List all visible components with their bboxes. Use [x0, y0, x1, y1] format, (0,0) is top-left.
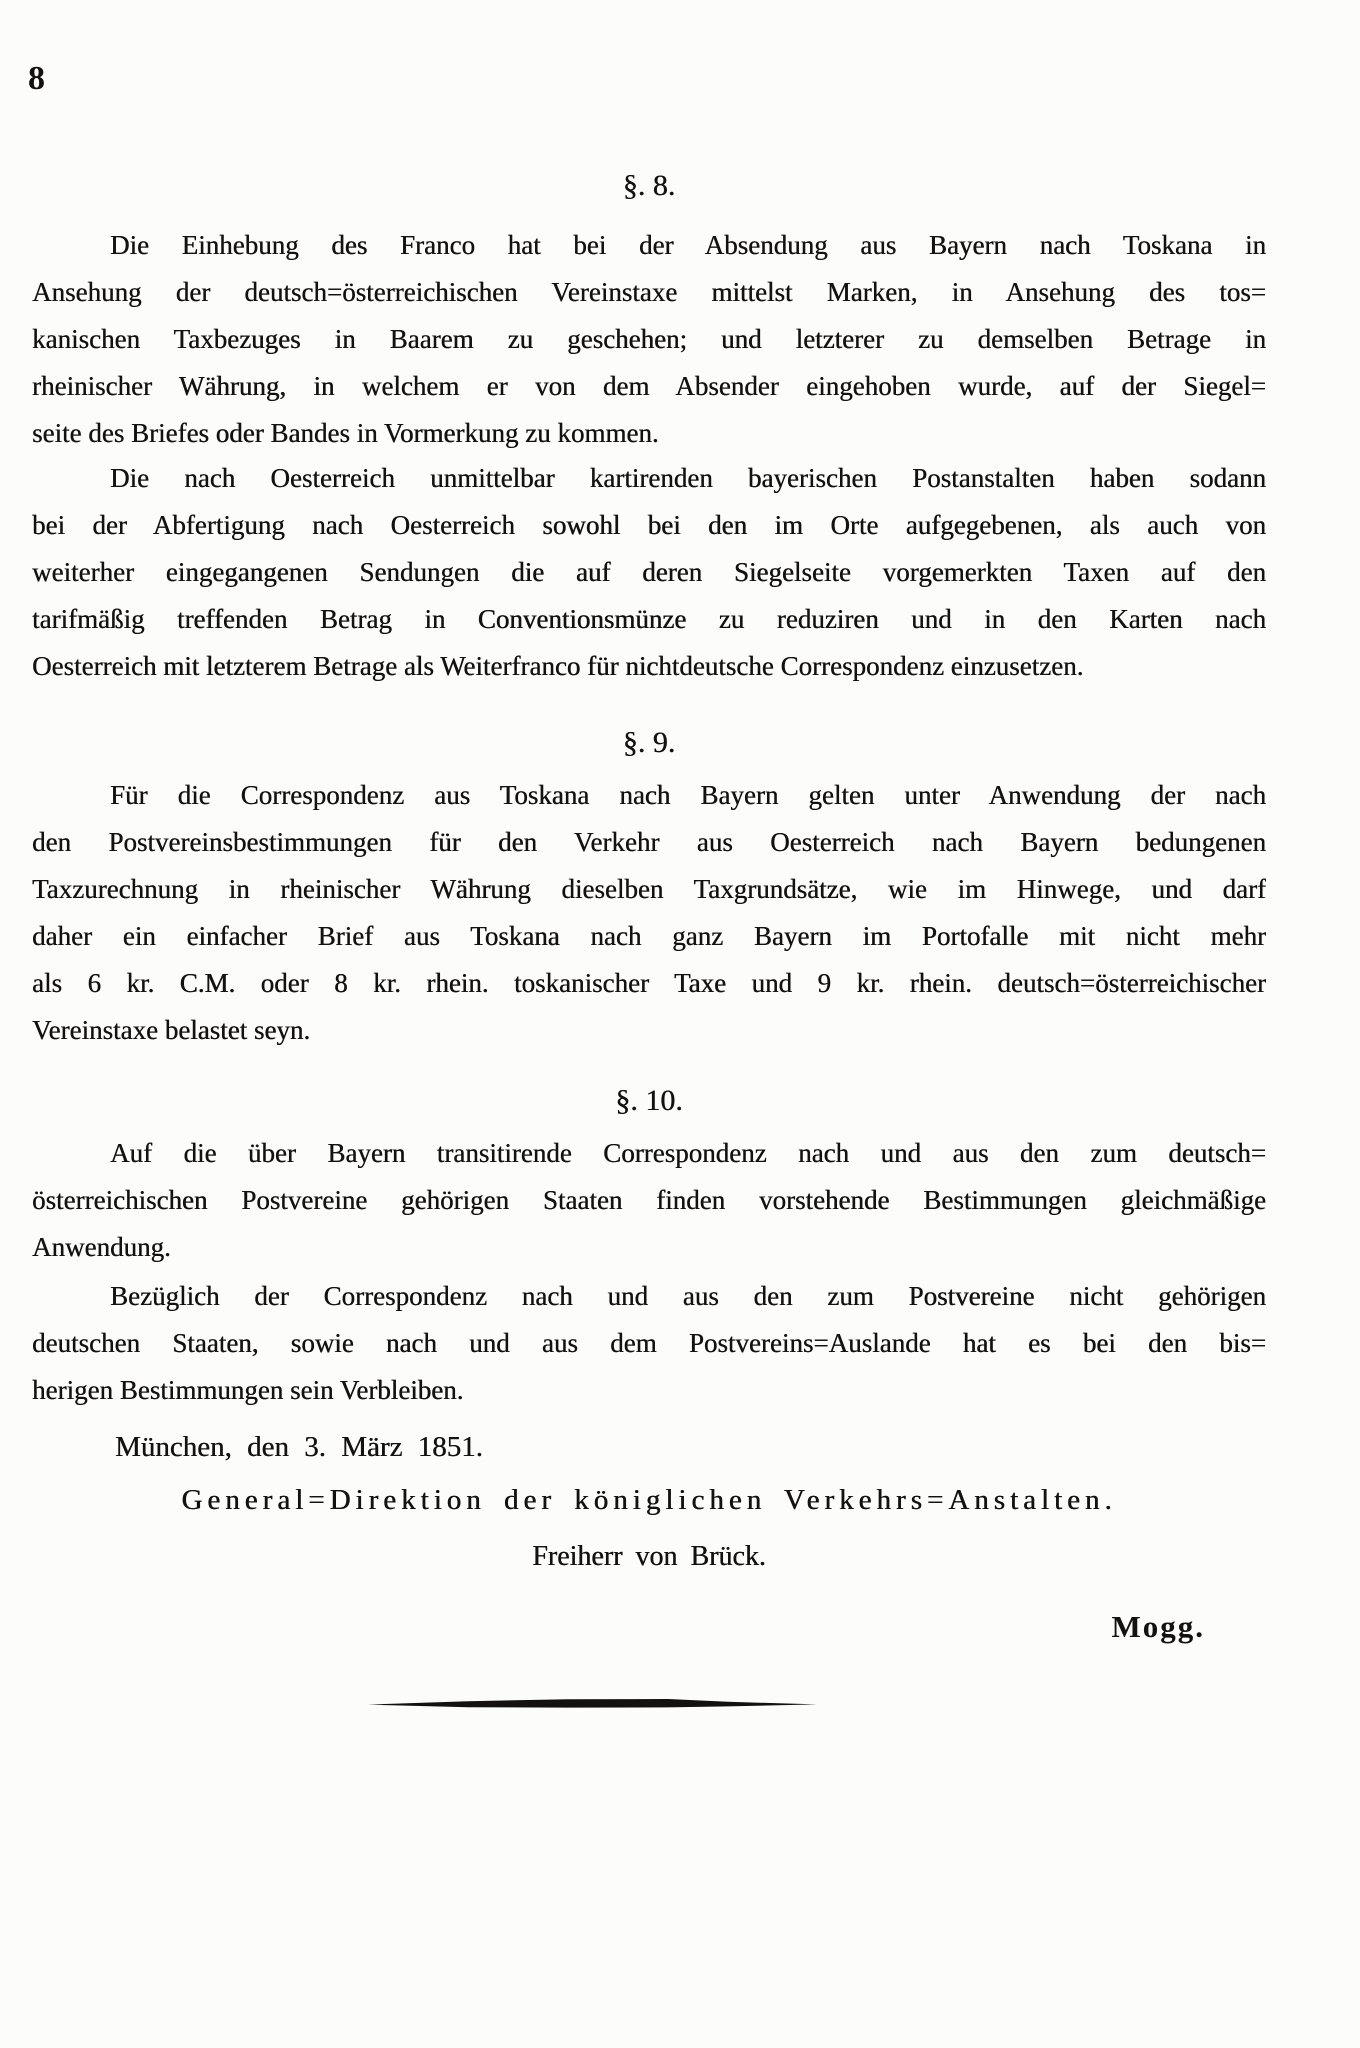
swelled-rule-graphic	[368, 1695, 818, 1711]
text-line: bei der Abfertigung nach Oesterreich sowohl bei den im Orte aufgegebenen, als auch von	[32, 510, 1266, 540]
text-line: kanischen Taxbezuges in Baarem zu geschehen; und letzterer zu demselben Betrage in	[32, 324, 1266, 354]
text-line: Für die Correspondenz aus Toskana nach Bayern gelten unter Anwendung der nach	[110, 780, 1266, 810]
text-line: Die nach Oesterreich unmittelbar kartirenden bayerischen Postanstalten haben sodann	[110, 463, 1266, 493]
text-line: österreichischen Postvereine gehörigen Staaten finden vorstehende Bestimmungen gleichmäßige	[32, 1185, 1266, 1215]
text-line: Ansehung der deutsch=österreichischen Vereinstaxe mittelst Marken, in Ansehung des tos=	[32, 277, 1266, 307]
text-line: Anwendung.	[32, 1232, 171, 1262]
text-line: weiterher eingegangenen Sendungen die auf deren Siegelseite vorgemerkten Taxen auf den	[32, 557, 1266, 587]
text-line: Oesterreich mit letzterem Betrage als Weiterfranco für nichtdeutsche Correspondenz einzusetzen.	[32, 651, 1084, 681]
paragraph-10-1	[32, 1130, 1266, 1271]
countersignature-name: Mogg.	[1111, 1609, 1205, 1644]
issuing-authority: General=Direktion der königlichen Verkehrs=Anstalten.	[181, 1484, 1117, 1516]
text-line: Bezüglich der Correspondenz nach und aus den zum Postvereine nicht gehörigen	[110, 1281, 1266, 1311]
signature-name: Freiherr von Brück.	[532, 1541, 766, 1572]
section-heading-9: §. 9.	[622, 726, 676, 759]
text-line: rheinischer Währung, in welchem er von dem Absender eingehoben wurde, auf der Siegel=	[32, 371, 1266, 401]
section-divider-rule	[368, 1695, 818, 1711]
text-line: Vereinstaxe belastet seyn.	[32, 1015, 311, 1045]
text-line: deutschen Staaten, sowie nach und aus dem Postvereins=Auslande hat es bei den bis=	[32, 1328, 1266, 1358]
paragraph-10-2	[32, 1273, 1266, 1414]
text-line: als 6 kr. C.M. oder 8 kr. rhein. toskanischer Taxe und 9 kr. rhein. deutsch=österreichischer	[32, 968, 1266, 998]
paragraph-9-1	[32, 772, 1266, 1054]
text-line: seite des Briefes oder Bandes in Vormerkung zu kommen.	[32, 418, 659, 448]
section-heading-10: §. 10.	[615, 1084, 683, 1117]
text-line: Auf die über Bayern transitirende Correspondenz nach und aus den zum deutsch=	[110, 1138, 1266, 1168]
paragraph-8-1	[32, 222, 1266, 457]
text-line: den Postvereinsbestimmungen für den Verkehr aus Oesterreich nach Bayern bedungenen	[32, 827, 1266, 857]
page-number: 8	[28, 60, 45, 97]
text-line: tarifmäßig treffenden Betrag in Conventionsmünze zu reduziren und in den Karten nach	[32, 604, 1266, 634]
text-line: herigen Bestimmungen sein Verbleiben.	[32, 1375, 464, 1405]
section-heading-8: §. 8.	[622, 169, 676, 202]
text-line: Taxzurechnung in rheinischer Währung dieselben Taxgrundsätze, wie im Hinwege, und darf	[32, 874, 1266, 904]
text-line: Die Einhebung des Franco hat bei der Absendung aus Bayern nach Toskana in	[110, 230, 1266, 260]
paragraph-8-2	[32, 455, 1266, 690]
dateline: München, den 3. März 1851.	[115, 1431, 483, 1463]
text-line: daher ein einfacher Brief aus Toskana nach ganz Bayern im Portofalle mit nicht mehr	[32, 921, 1266, 951]
